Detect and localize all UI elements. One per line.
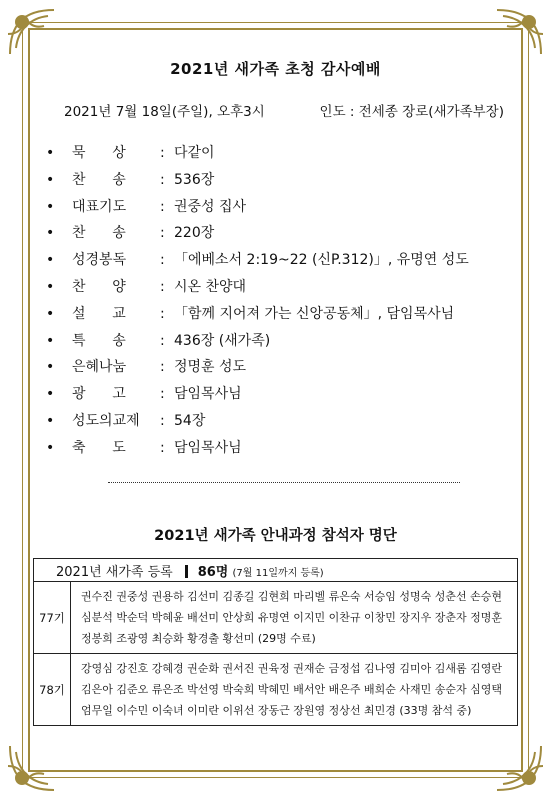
- separator: :: [160, 332, 165, 349]
- dotted-divider: [108, 482, 460, 483]
- program-label: 설 교: [72, 305, 126, 322]
- program-label: 묵 상: [72, 145, 126, 161]
- bullet-icon: •: [46, 332, 55, 349]
- program-value: 담임목사님: [174, 439, 242, 456]
- program-item: [46, 249, 516, 276]
- name-list: 권수진 권중성 권용하 김선미 김종길 김현희 마리벨 류은숙 서승임 성명숙 성춘선 손승현 심분석 박순덕 박혜윤 배선미 안상희 유명연 이지민 이찬규 이창민 장지우 장춘자 정명훈 정봉희 조광영 최승화 황경출 황선미 (29명 수료): [71, 582, 518, 654]
- program-value: 「함께 지어져 가는 신앙공동체」, 담임목사님: [174, 305, 455, 322]
- bullet-icon: •: [46, 305, 55, 322]
- program-label: 축 도: [72, 439, 126, 456]
- separator: :: [160, 252, 165, 269]
- program-label: 특 송: [72, 332, 126, 349]
- name-list: 강영심 강진호 강혜경 권순화 권서진 권육정 권재순 금정섭 김나영 김미아 김새롬 김영란 김은아 김준오 류은조 박선영 박숙희 박혜민 배서안 배은주 배희순 사재민 송순자 심영택 엄무일 이수민 이숙녀 이미란 이위선 장동근 장원영 정상선 최민경 (33명 참석 중): [71, 654, 518, 726]
- roster-title: 2021년 새가족 안내과정 참석자 명단: [154, 528, 397, 544]
- program-value: 담임목사님: [174, 386, 242, 403]
- corner-ornament-icon: [4, 4, 60, 60]
- program-item: [46, 169, 516, 196]
- bullet-icon: •: [46, 359, 55, 376]
- generation-label: 78기: [34, 654, 71, 726]
- divider-bar: [185, 565, 188, 578]
- separator: :: [160, 171, 165, 188]
- program-value: 536장: [174, 171, 215, 188]
- program-label: 성도의교제: [72, 412, 140, 429]
- separator: :: [160, 198, 165, 215]
- program-value: 시온 찬양대: [174, 278, 247, 295]
- program-list: [46, 142, 516, 464]
- separator: :: [160, 386, 165, 403]
- corner-ornament-icon: [491, 4, 547, 60]
- generation-label: 77기: [34, 582, 71, 654]
- program-item: [46, 356, 516, 383]
- registration-note: (7월 11일까지 등록): [232, 567, 324, 579]
- corner-ornament-icon: [491, 740, 547, 796]
- separator: :: [160, 305, 165, 322]
- bullet-icon: •: [46, 412, 55, 429]
- bullet-icon: •: [46, 198, 55, 215]
- program-label: 찬 송: [72, 171, 126, 188]
- program-value: 220장: [174, 225, 215, 242]
- table-row: [34, 582, 518, 654]
- registration-label: 2021년 새가족 등록: [56, 564, 173, 580]
- program-label: 찬 양: [72, 278, 126, 295]
- bullet-icon: •: [46, 171, 55, 188]
- program-item: [46, 222, 516, 249]
- program-label: 은혜나눔: [72, 359, 127, 376]
- bullet-icon: •: [46, 386, 55, 403]
- registration-count: 86명: [197, 564, 229, 580]
- corner-ornament-icon: [4, 740, 60, 796]
- program-value: 권중성 집사: [174, 198, 247, 215]
- separator: :: [160, 225, 165, 242]
- program-value: 436장 (새가족): [174, 332, 271, 349]
- program-label: 대표기도: [72, 198, 127, 215]
- program-value: 「에베소서 2:19~22 (신P.312)」, 유명연 성도: [174, 252, 469, 269]
- program-label: 찬 송: [72, 225, 126, 242]
- bullet-icon: •: [46, 252, 55, 269]
- registration-row: [34, 559, 518, 582]
- program-value: 54장: [174, 412, 206, 429]
- program-item: [46, 276, 516, 303]
- service-leader: 인도 : 전세종 장로(새가족부장): [319, 104, 504, 120]
- bullet-icon: •: [46, 439, 55, 456]
- table-row: [34, 654, 518, 726]
- program-value: 다같이: [174, 145, 215, 161]
- program-value: 정명훈 성도: [174, 359, 247, 376]
- program-item: [46, 330, 516, 357]
- service-date: 2021년 7월 18일(주일), 오후3시: [64, 104, 265, 120]
- separator: :: [160, 412, 165, 429]
- separator: :: [160, 278, 165, 295]
- separator: :: [160, 439, 165, 456]
- bullet-icon: •: [46, 278, 55, 295]
- page-title: 2021년 새가족 초청 감사예배: [170, 60, 381, 78]
- program-label: 광 고: [72, 386, 126, 403]
- separator: :: [160, 359, 165, 376]
- separator: :: [160, 145, 165, 161]
- roster-table: [33, 558, 518, 726]
- program-label: 성경봉독: [72, 252, 127, 269]
- registration-cell: [34, 559, 518, 582]
- program-item: [46, 383, 516, 410]
- program-item: [46, 303, 516, 330]
- program-item: [46, 437, 516, 464]
- bullet-icon: •: [46, 145, 55, 161]
- program-item: [46, 196, 516, 223]
- bullet-icon: •: [46, 225, 55, 242]
- service-info: [64, 100, 504, 120]
- program-item: [46, 410, 516, 437]
- program-item: [46, 142, 516, 169]
